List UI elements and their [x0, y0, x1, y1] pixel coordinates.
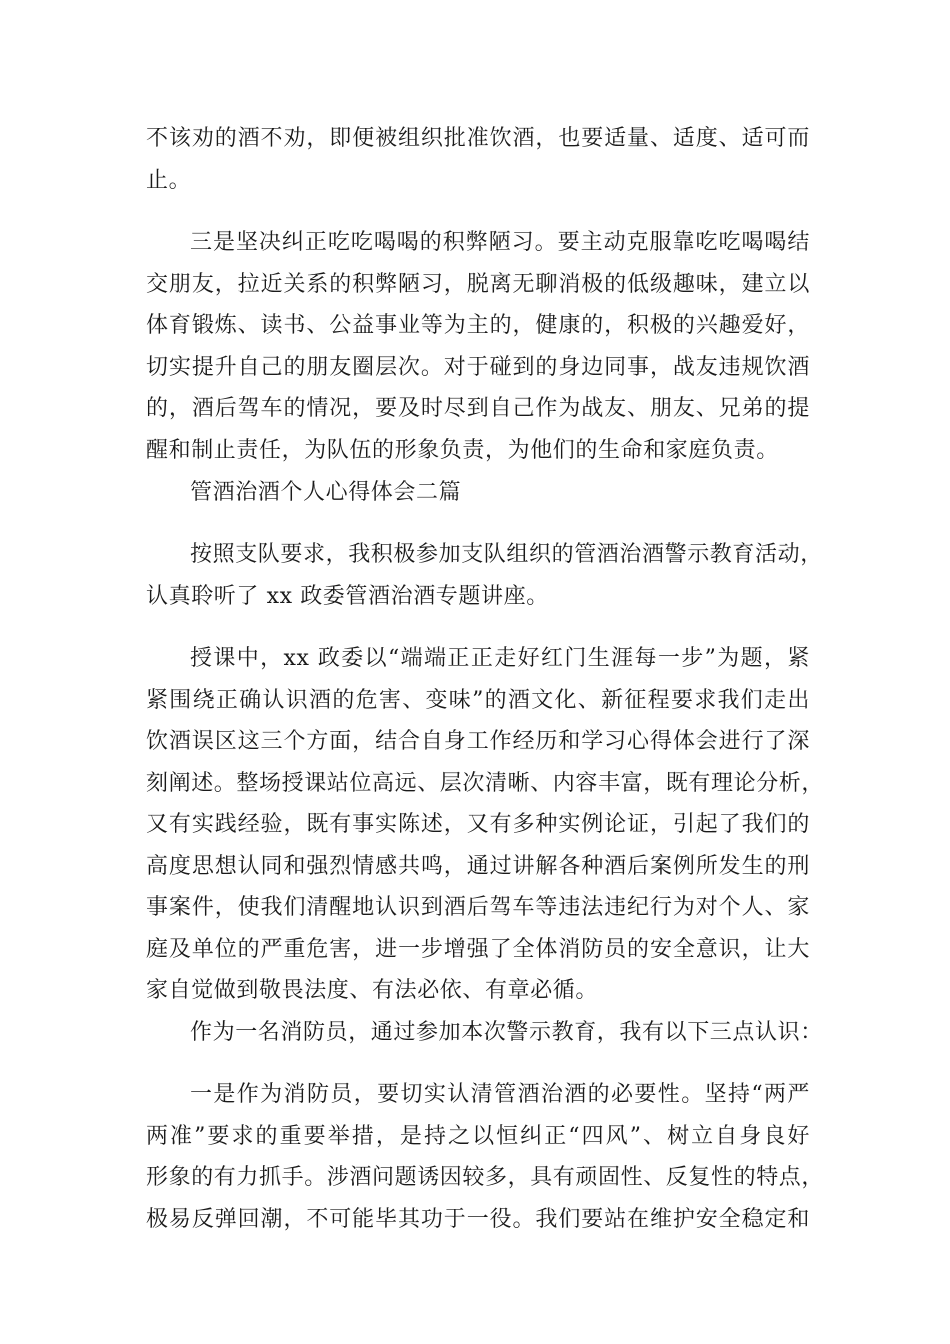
section-heading: 管酒治酒个人心得体会二篇 [190, 480, 462, 505]
paragraph-lecture [146, 638, 825, 1012]
paragraph-third-point [146, 222, 810, 471]
text-line: 饮酒误区这三个方面，结合自身工作经历和学习心得体会进行了深 [146, 729, 810, 754]
text-line: 切实提升自己的朋友圈层次。对于碰到的身边同事，战友违规饮酒 [146, 354, 810, 380]
text-line: 又有实践经验，既有事实陈述，又有多种实例论证，引起了我们的 [146, 812, 810, 837]
paragraph-intro [146, 534, 823, 617]
text-line: 家自觉做到敬畏法度、有法必依、有章必循。 [146, 978, 599, 1003]
text-line: 刻阐述。整场授课站位高远、层次清晰、内容丰富，既有理论分析， [146, 770, 825, 796]
text-line: 不该劝的酒不劝，即便被组织批准饮酒，也要适量、适度、适可而 [146, 126, 810, 151]
text-line: 作为一名消防员，通过参加本次警示教育，我有以下三点认识： [190, 1020, 823, 1045]
text-line: 极易反弹回潮，不可能毕其功于一役。我们要站在维护安全稳定和 [146, 1206, 810, 1232]
text-line: 按照支队要求，我积极参加支队组织的管酒治酒警示教育活动， [190, 542, 823, 567]
text-line: 一是作为消防员，要切实认清管酒治酒的必要性。坚持“两严 [190, 1082, 810, 1107]
text-line: 庭及单位的严重危害，进一步增强了全体消防员的安全意识，让大 [146, 936, 810, 962]
text-line: 紧围绕正确认识酒的危害、变味”的酒文化、新征程要求我们走出 [146, 687, 810, 713]
text-line: 两准”要求的重要举措，是持之以恒纠正“四风”、树立自身良好 [146, 1123, 810, 1149]
text-line: 三是坚决纠正吃吃喝喝的积弊陋习。要主动克服靠吃吃喝喝结 [190, 230, 810, 255]
text-line: 认真聆听了 xx 政委管酒治酒专题讲座。 [146, 583, 549, 609]
text-line: 授课中，xx 政委以“端端正正走好红门生涯每一步”为题，紧 [190, 646, 810, 671]
paragraph-summary [146, 1012, 823, 1054]
text-line: 的，酒后驾车的情况，要及时尽到自己作为战友、朋友、兄弟的提 [146, 396, 810, 421]
paragraph-first-point [146, 1074, 825, 1240]
text-line: 体育锻炼、读书、公益事业等为主的，健康的，积极的兴趣爱好， [146, 313, 810, 338]
text-line: 交朋友，拉近关系的积弊陋习，脱离无聊消极的低级趣味，建立以 [146, 271, 810, 297]
text-line: 事案件，使我们清醒地认识到酒后驾车等违法违纪行为对个人、家 [146, 895, 810, 920]
text-line: 形象的有力抓手。涉酒问题诱因较多，具有顽固性、反复性的特点， [146, 1165, 825, 1190]
text-line: 高度思想认同和强烈情感共鸣，通过讲解各种酒后案例所发生的刑 [146, 853, 810, 879]
paragraph-continuation [146, 118, 810, 201]
text-line: 醒和制止责任，为队伍的形象负责，为他们的生命和家庭负责。 [146, 437, 779, 463]
text-line: 止。 [146, 167, 192, 193]
